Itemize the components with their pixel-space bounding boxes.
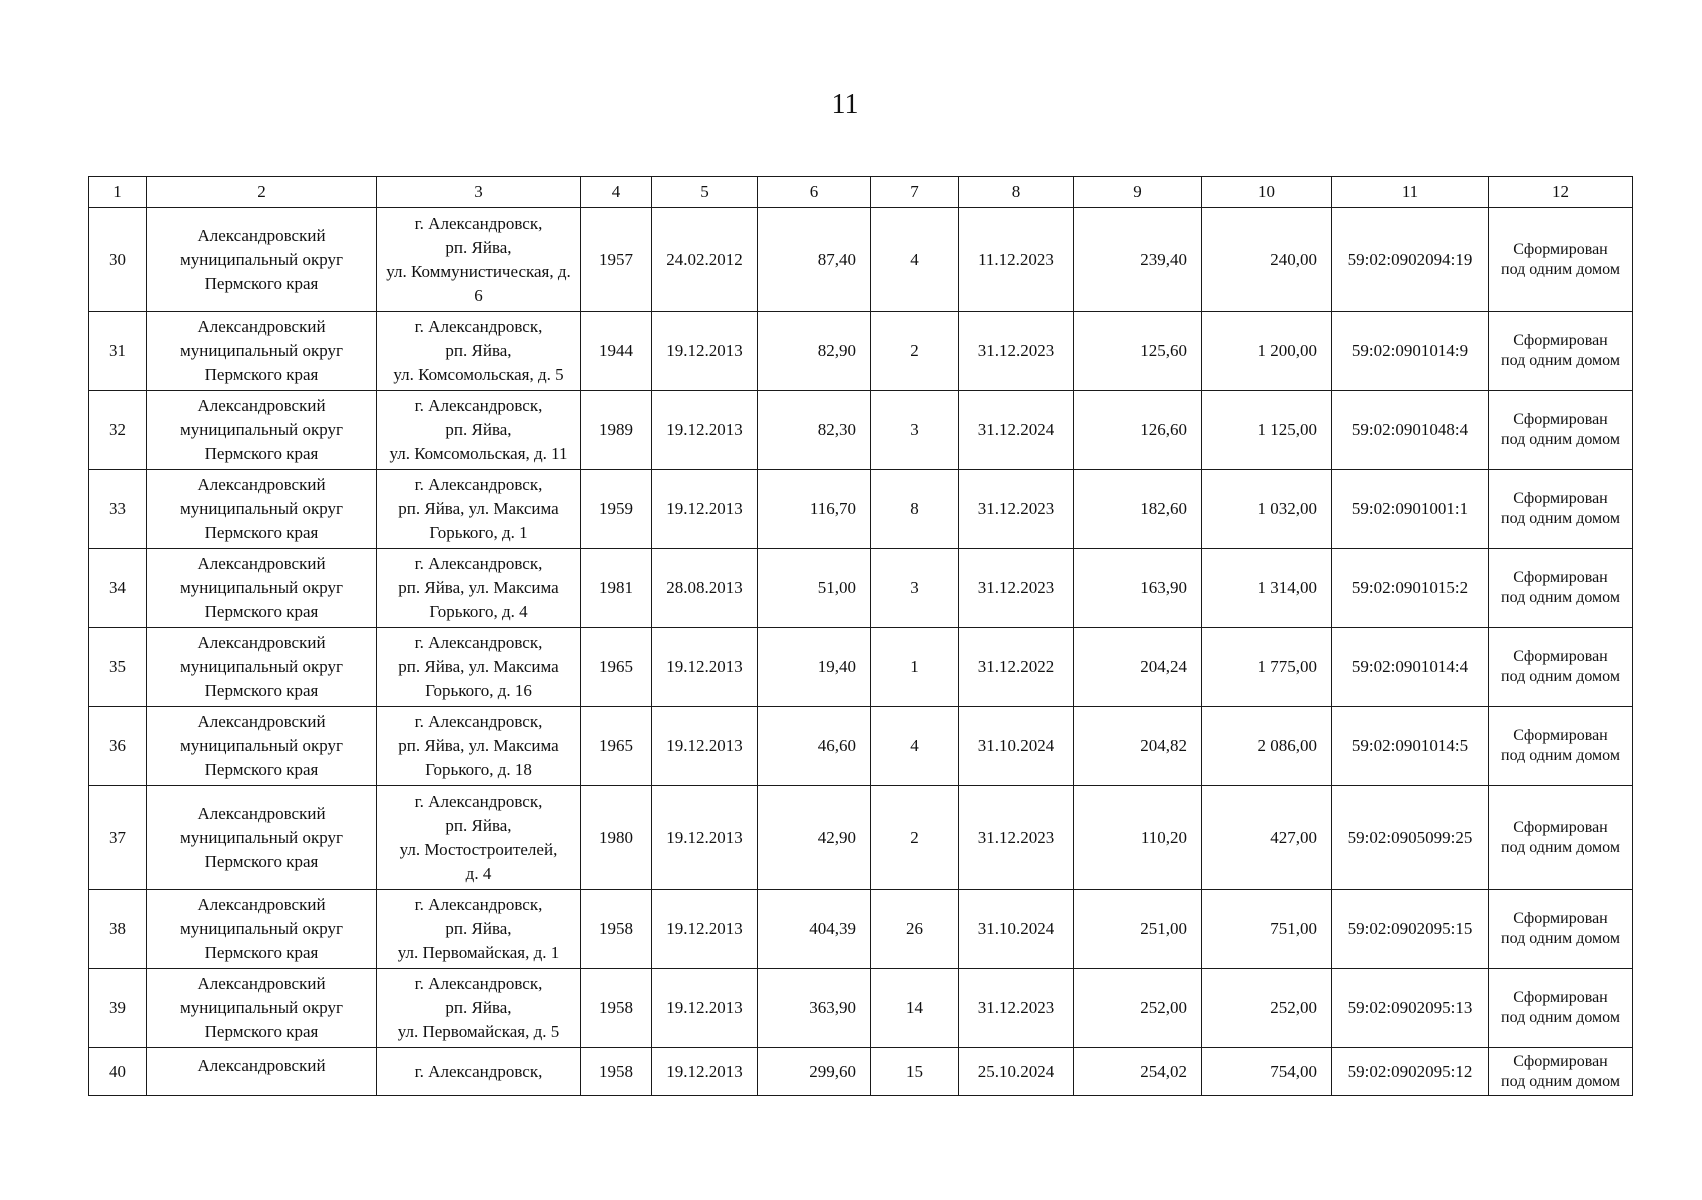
cell-cadastral-number: 59:02:0902095:13	[1332, 969, 1489, 1048]
cell-area: 363,90	[758, 969, 871, 1048]
cell-status: Сформирован под одним домом	[1489, 1048, 1633, 1096]
cell-municipality: Александровский муниципальный округ Пермского края	[147, 391, 377, 470]
cell-date-2: 31.12.2023	[959, 470, 1074, 549]
cell-year: 1980	[581, 786, 652, 890]
cell-value-9: 125,60	[1074, 312, 1202, 391]
cell-year: 1957	[581, 208, 652, 312]
cell-status: Сформирован под одним домом	[1489, 707, 1633, 786]
cell-count: 2	[871, 312, 959, 391]
column-header-4: 4	[581, 177, 652, 208]
cell-date-2: 31.12.2022	[959, 628, 1074, 707]
cell-cadastral-number: 59:02:0905099:25	[1332, 786, 1489, 890]
cell-date-2: 31.12.2024	[959, 391, 1074, 470]
cell-year: 1958	[581, 890, 652, 969]
cell-area: 404,39	[758, 890, 871, 969]
cell-status: Сформирован под одним домом	[1489, 890, 1633, 969]
cell-value-9: 204,24	[1074, 628, 1202, 707]
cell-count: 8	[871, 470, 959, 549]
cell-count: 3	[871, 549, 959, 628]
cell-status: Сформирован под одним домом	[1489, 786, 1633, 890]
cell-value-10: 252,00	[1202, 969, 1332, 1048]
column-header-3: 3	[377, 177, 581, 208]
cell-address: г. Александровск, рп. Яйва, ул. Коммунистическая, д. 6	[377, 208, 581, 312]
cell-value-10: 1 200,00	[1202, 312, 1332, 391]
table-row	[89, 312, 1633, 391]
cell-year: 1965	[581, 707, 652, 786]
cell-municipality: Александровский муниципальный округ Пермского края	[147, 208, 377, 312]
cell-value-9: 254,02	[1074, 1048, 1202, 1096]
cell-number: 36	[89, 707, 147, 786]
register-table	[88, 176, 1633, 1096]
cell-address: г. Александровск, рп. Яйва, ул. Максима Горького, д. 18	[377, 707, 581, 786]
cell-cadastral-number: 59:02:0901015:2	[1332, 549, 1489, 628]
cell-count: 4	[871, 208, 959, 312]
cell-value-10: 240,00	[1202, 208, 1332, 312]
table-row	[89, 786, 1633, 890]
cell-address: г. Александровск, рп. Яйва, ул. Мостостроителей, д. 4	[377, 786, 581, 890]
cell-status: Сформирован под одним домом	[1489, 470, 1633, 549]
cell-date-1: 19.12.2013	[652, 890, 758, 969]
cell-address: г. Александровск,	[377, 1048, 581, 1096]
cell-municipality: Александровский муниципальный округ Пермского края	[147, 969, 377, 1048]
cell-count: 2	[871, 786, 959, 890]
cell-address: г. Александровск, рп. Яйва, ул. Комсомольская, д. 5	[377, 312, 581, 391]
cell-value-9: 252,00	[1074, 969, 1202, 1048]
cell-area: 82,90	[758, 312, 871, 391]
cell-status: Сформирован под одним домом	[1489, 549, 1633, 628]
cell-number: 37	[89, 786, 147, 890]
cell-year: 1959	[581, 470, 652, 549]
column-header-7: 7	[871, 177, 959, 208]
cell-area: 116,70	[758, 470, 871, 549]
cell-cadastral-number: 59:02:0901014:4	[1332, 628, 1489, 707]
cell-number: 33	[89, 470, 147, 549]
column-header-9: 9	[1074, 177, 1202, 208]
cell-value-9: 163,90	[1074, 549, 1202, 628]
cell-year: 1965	[581, 628, 652, 707]
cell-area: 42,90	[758, 786, 871, 890]
cell-municipality: Александровский муниципальный округ Пермского края	[147, 707, 377, 786]
cell-value-10: 427,00	[1202, 786, 1332, 890]
cell-value-9: 251,00	[1074, 890, 1202, 969]
cell-count: 3	[871, 391, 959, 470]
table-row	[89, 969, 1633, 1048]
column-header-1: 1	[89, 177, 147, 208]
cell-cadastral-number: 59:02:0902094:19	[1332, 208, 1489, 312]
column-header-11: 11	[1332, 177, 1489, 208]
cell-cadastral-number: 59:02:0901001:1	[1332, 470, 1489, 549]
cell-count: 4	[871, 707, 959, 786]
cell-year: 1958	[581, 969, 652, 1048]
table-row	[89, 890, 1633, 969]
cell-cadastral-number: 59:02:0901014:5	[1332, 707, 1489, 786]
table-row	[89, 628, 1633, 707]
column-header-2: 2	[147, 177, 377, 208]
cell-count: 1	[871, 628, 959, 707]
cell-cadastral-number: 59:02:0902095:12	[1332, 1048, 1489, 1096]
cell-number: 34	[89, 549, 147, 628]
cell-date-1: 19.12.2013	[652, 312, 758, 391]
cell-value-10: 1 125,00	[1202, 391, 1332, 470]
cell-number: 31	[89, 312, 147, 391]
cell-year: 1981	[581, 549, 652, 628]
table-row	[89, 1048, 1633, 1096]
cell-value-9: 204,82	[1074, 707, 1202, 786]
cell-date-2: 31.10.2024	[959, 890, 1074, 969]
cell-address: г. Александровск, рп. Яйва, ул. Комсомольская, д. 11	[377, 391, 581, 470]
cell-municipality: Александровский муниципальный округ Пермского края	[147, 628, 377, 707]
cell-count: 15	[871, 1048, 959, 1096]
cell-number: 32	[89, 391, 147, 470]
cell-year: 1989	[581, 391, 652, 470]
table-row	[89, 707, 1633, 786]
cell-date-1: 19.12.2013	[652, 786, 758, 890]
header-row	[89, 177, 1633, 208]
cell-date-1: 19.12.2013	[652, 1048, 758, 1096]
cell-cadastral-number: 59:02:0902095:15	[1332, 890, 1489, 969]
column-header-12: 12	[1489, 177, 1633, 208]
cell-date-2: 31.10.2024	[959, 707, 1074, 786]
cell-municipality: Александровский муниципальный округ Пермского края	[147, 470, 377, 549]
column-header-6: 6	[758, 177, 871, 208]
cell-date-1: 19.12.2013	[652, 707, 758, 786]
cell-status: Сформирован под одним домом	[1489, 628, 1633, 707]
cell-area: 299,60	[758, 1048, 871, 1096]
cell-value-10: 1 775,00	[1202, 628, 1332, 707]
table-row	[89, 549, 1633, 628]
cell-area: 82,30	[758, 391, 871, 470]
cell-address: г. Александровск, рп. Яйва, ул. Первомайская, д. 1	[377, 890, 581, 969]
cell-address: г. Александровск, рп. Яйва, ул. Максима Горького, д. 16	[377, 628, 581, 707]
cell-date-1: 19.12.2013	[652, 470, 758, 549]
cell-address: г. Александровск, рп. Яйва, ул. Максима Горького, д. 1	[377, 470, 581, 549]
cell-municipality: Александровский муниципальный округ Пермского края	[147, 890, 377, 969]
cell-date-1: 28.08.2013	[652, 549, 758, 628]
cell-status: Сформирован под одним домом	[1489, 208, 1633, 312]
cell-value-9: 126,60	[1074, 391, 1202, 470]
cell-date-1: 24.02.2012	[652, 208, 758, 312]
cell-date-2: 31.12.2023	[959, 549, 1074, 628]
cell-municipality: Александровский муниципальный округ Пермского края	[147, 549, 377, 628]
cell-status: Сформирован под одним домом	[1489, 312, 1633, 391]
cell-value-10: 1 314,00	[1202, 549, 1332, 628]
cell-municipality: Александровский	[147, 1048, 377, 1096]
cell-number: 38	[89, 890, 147, 969]
cell-municipality: Александровский муниципальный округ Пермского края	[147, 312, 377, 391]
cell-value-9: 110,20	[1074, 786, 1202, 890]
cell-year: 1958	[581, 1048, 652, 1096]
cell-value-10: 2 086,00	[1202, 707, 1332, 786]
cell-number: 30	[89, 208, 147, 312]
cell-cadastral-number: 59:02:0901048:4	[1332, 391, 1489, 470]
cell-date-1: 19.12.2013	[652, 391, 758, 470]
column-header-5: 5	[652, 177, 758, 208]
cell-area: 51,00	[758, 549, 871, 628]
column-header-10: 10	[1202, 177, 1332, 208]
page-number: 11	[831, 89, 859, 120]
cell-status: Сформирован под одним домом	[1489, 969, 1633, 1048]
cell-area: 19,40	[758, 628, 871, 707]
cell-address: г. Александровск, рп. Яйва, ул. Первомайская, д. 5	[377, 969, 581, 1048]
cell-count: 26	[871, 890, 959, 969]
cell-number: 39	[89, 969, 147, 1048]
cell-number: 40	[89, 1048, 147, 1096]
cell-status: Сформирован под одним домом	[1489, 391, 1633, 470]
cell-date-1: 19.12.2013	[652, 628, 758, 707]
cell-cadastral-number: 59:02:0901014:9	[1332, 312, 1489, 391]
cell-area: 87,40	[758, 208, 871, 312]
cell-date-1: 19.12.2013	[652, 969, 758, 1048]
cell-value-10: 1 032,00	[1202, 470, 1332, 549]
cell-value-9: 239,40	[1074, 208, 1202, 312]
cell-date-2: 11.12.2023	[959, 208, 1074, 312]
table-row	[89, 208, 1633, 312]
cell-municipality: Александровский муниципальный округ Пермского края	[147, 786, 377, 890]
cell-area: 46,60	[758, 707, 871, 786]
table-row	[89, 470, 1633, 549]
cell-date-2: 25.10.2024	[959, 1048, 1074, 1096]
table-row	[89, 391, 1633, 470]
column-header-8: 8	[959, 177, 1074, 208]
cell-year: 1944	[581, 312, 652, 391]
cell-date-2: 31.12.2023	[959, 969, 1074, 1048]
cell-value-10: 754,00	[1202, 1048, 1332, 1096]
cell-value-10: 751,00	[1202, 890, 1332, 969]
cell-count: 14	[871, 969, 959, 1048]
cell-address: г. Александровск, рп. Яйва, ул. Максима Горького, д. 4	[377, 549, 581, 628]
cell-date-2: 31.12.2023	[959, 312, 1074, 391]
table-body	[89, 208, 1633, 1096]
cell-value-9: 182,60	[1074, 470, 1202, 549]
cell-number: 35	[89, 628, 147, 707]
cell-date-2: 31.12.2023	[959, 786, 1074, 890]
